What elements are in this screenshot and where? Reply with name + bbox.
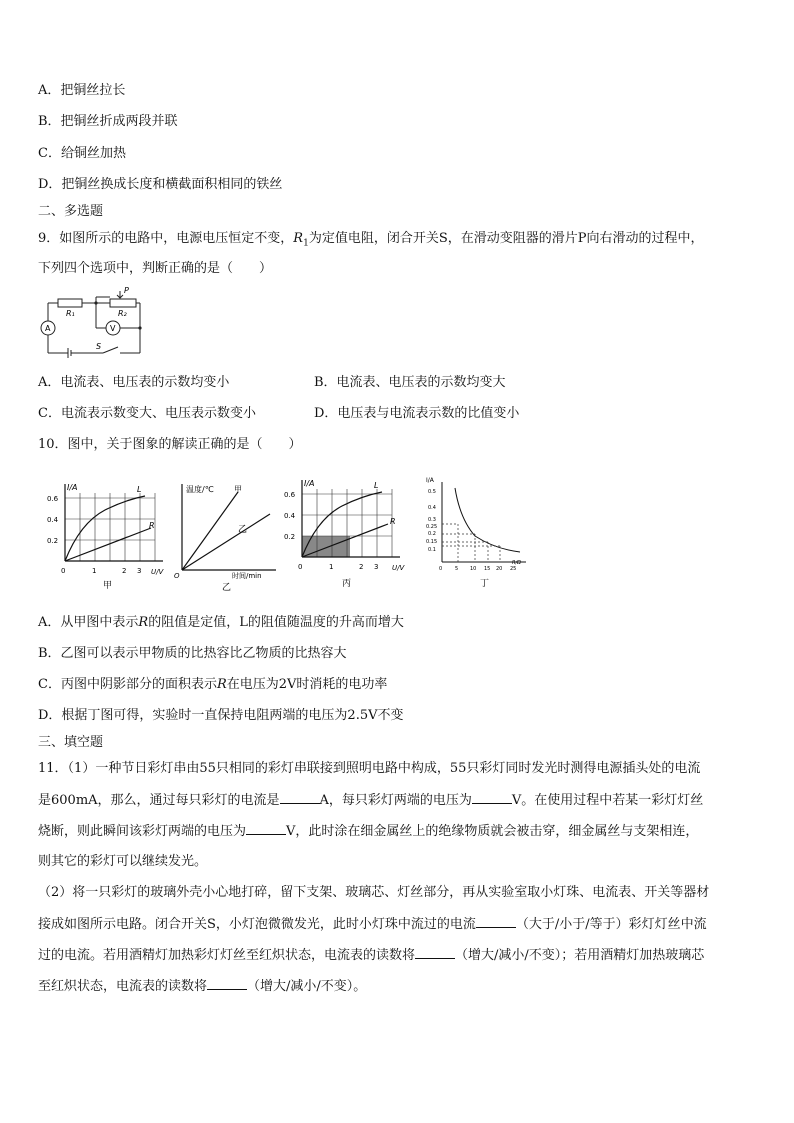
svg-text:10: 10 [470, 566, 477, 572]
svg-text:0.15: 0.15 [426, 539, 438, 545]
svg-text:L: L [374, 481, 379, 490]
q10-option-a: A．从甲图中表示R的阻值是定值，L的阻值随温度的升高而增大 [38, 615, 404, 630]
q8-option-a: A．把铜丝拉长 [38, 83, 126, 98]
label-switch: S [96, 342, 102, 351]
label-ammeter: A [45, 324, 51, 333]
section-fill-in: 三、填空题 [38, 735, 104, 750]
label-r2: R₂ [118, 309, 127, 318]
svg-text:I/A: I/A [426, 477, 434, 484]
svg-text:1: 1 [329, 563, 334, 571]
svg-text:0.4: 0.4 [428, 505, 436, 511]
graph-bing [282, 474, 410, 592]
svg-text:0.2: 0.2 [47, 537, 59, 545]
curve-l [65, 496, 145, 561]
answer-blank[interactable] [472, 791, 512, 804]
line-yi [182, 514, 270, 570]
q9-option-c: C．电流表示数变大、电压表示数变小 [38, 406, 256, 421]
svg-text:甲: 甲 [103, 581, 113, 591]
svg-text:0.25: 0.25 [426, 524, 438, 530]
q11-line4: 则其它的彩灯可以继续发光。 [38, 854, 208, 869]
q9-stem-line2: 下列四个选项中，判断正确的是（ ） [38, 261, 273, 276]
svg-text:温度/℃: 温度/℃ [186, 485, 214, 494]
svg-text:0.3: 0.3 [428, 517, 436, 523]
svg-text:U/V: U/V [392, 564, 405, 572]
svg-text:0.2: 0.2 [284, 533, 296, 541]
q10-stem: 10．图中，关于图象的解读正确的是（ ） [38, 437, 302, 452]
graph-ding [420, 474, 535, 592]
svg-text:R: R [149, 521, 155, 530]
svg-text:20: 20 [496, 566, 503, 572]
svg-text:0.1: 0.1 [428, 547, 436, 553]
svg-text:25: 25 [510, 566, 517, 572]
label-voltmeter: V [110, 324, 116, 333]
svg-text:3: 3 [137, 567, 142, 575]
svg-text:2: 2 [359, 563, 364, 571]
q9-option-a: A．电流表、电压表的示数均变小 [38, 375, 230, 390]
q10-option-d: D．根据丁图可得，实验时一直保持电阻两端的电压为2.5V不变 [38, 708, 404, 723]
answer-blank[interactable] [207, 977, 247, 990]
svg-text:R: R [390, 517, 396, 526]
answer-blank[interactable] [415, 946, 455, 959]
curve-ir [455, 488, 520, 552]
svg-text:R/Ω: R/Ω [512, 560, 521, 566]
svg-text:甲: 甲 [234, 485, 242, 494]
svg-text:15: 15 [484, 566, 491, 572]
svg-text:0.2: 0.2 [428, 531, 436, 537]
svg-text:0.4: 0.4 [47, 516, 59, 524]
q10-option-b: B．乙图可以表示甲物质的比热容比乙物质的比热容大 [38, 646, 347, 661]
label-p: P [124, 286, 129, 295]
svg-text:L: L [137, 485, 142, 494]
q11-line7: 过的电流。若用酒精灯加热彩灯灯丝至红炽状态，电流表的读数将 （增大/减小/不变）；若用酒精灯加热玻璃芯 [38, 948, 705, 963]
svg-text:乙: 乙 [222, 583, 232, 593]
q9-stem-line1: 9．如图所示的电路中，电源电压恒定不变，$R_1$为定值电阻，闭合开关S，在滑动变阻器的滑片P向右滑动的过程中， [38, 231, 704, 249]
svg-text:丁: 丁 [480, 579, 490, 589]
answer-blank[interactable] [280, 791, 320, 804]
graph-yi [170, 478, 280, 593]
q11-line6: 接成如图所示电路。闭合开关S，小灯泡微微发光，此时小灯珠中流过的电流 （大于/小于/等于）彩灯灯丝中流 [38, 917, 707, 932]
answer-blank[interactable] [246, 822, 286, 835]
q9-circuit-diagram [38, 285, 148, 360]
resistor-r2 [110, 299, 136, 307]
svg-text:U/V: U/V [151, 568, 164, 576]
line-jia [182, 492, 238, 570]
svg-text:乙: 乙 [238, 525, 248, 535]
svg-text:5: 5 [455, 566, 459, 572]
svg-text:0.5: 0.5 [428, 489, 436, 495]
svg-text:0: 0 [439, 566, 443, 572]
q11-line5: （2）将一只彩灯的玻璃外壳小心地打碎，留下支架、玻璃芯、灯丝部分，再从实验室取小灯珠、电流表、开关等器材 [38, 885, 710, 900]
svg-text:I/A: I/A [67, 483, 78, 492]
q8-option-c: C．给铜丝加热 [38, 146, 126, 161]
q9-option-d: D．电压表与电流表示数的比值变小 [314, 406, 520, 421]
svg-text:0.6: 0.6 [284, 491, 296, 499]
q11-line2: 是600mA，那么，通过每只彩灯的电流是 A，每只彩灯两端的电压为 V。在使用过程中若某一彩灯灯丝 [38, 793, 704, 808]
svg-text:0: 0 [298, 563, 303, 571]
svg-text:0.6: 0.6 [47, 495, 59, 503]
svg-text:时间/min: 时间/min [232, 572, 262, 580]
q8-option-b: B．把铜丝折成两段并联 [38, 114, 178, 129]
svg-text:丙: 丙 [342, 579, 352, 589]
resistor-r1 [58, 299, 82, 307]
svg-text:I/A: I/A [304, 479, 315, 488]
q11-line3: 烧断，则此瞬间该彩灯两端的电压为 V，此时涂在细金属丝上的绝缘物质就会被击穿，细金属丝与支架相连， [38, 824, 699, 839]
svg-text:0.4: 0.4 [284, 512, 296, 520]
line-r [65, 528, 151, 561]
svg-text:2: 2 [122, 567, 127, 575]
graph-jia [45, 478, 170, 593]
answer-blank[interactable] [476, 915, 516, 928]
section-multiple-choice: 二、多选题 [38, 204, 104, 219]
svg-text:3: 3 [374, 563, 379, 571]
switch-s [103, 347, 118, 353]
q8-option-d: D．把铜丝换成长度和横截面积相同的铁丝 [38, 177, 283, 192]
q11-line1: 11．（1）一种节日彩灯串由55只相同的彩灯串联接到照明电路中构成，55只彩灯同时发光时测得电源插头处的电流 [38, 761, 701, 776]
svg-text:1: 1 [92, 567, 97, 575]
q11-line8: 至红炽状态，电流表的读数将 （增大/减小/不变）。 [38, 979, 367, 994]
label-r1: R₁ [66, 309, 75, 318]
svg-text:O: O [174, 572, 180, 580]
q10-option-c: C．丙图中阴影部分的面积表示R在电压为2V时消耗的电功率 [38, 677, 388, 692]
q9-option-b: B．电流表、电压表的示数均变大 [314, 375, 506, 390]
svg-text:0: 0 [61, 567, 66, 575]
